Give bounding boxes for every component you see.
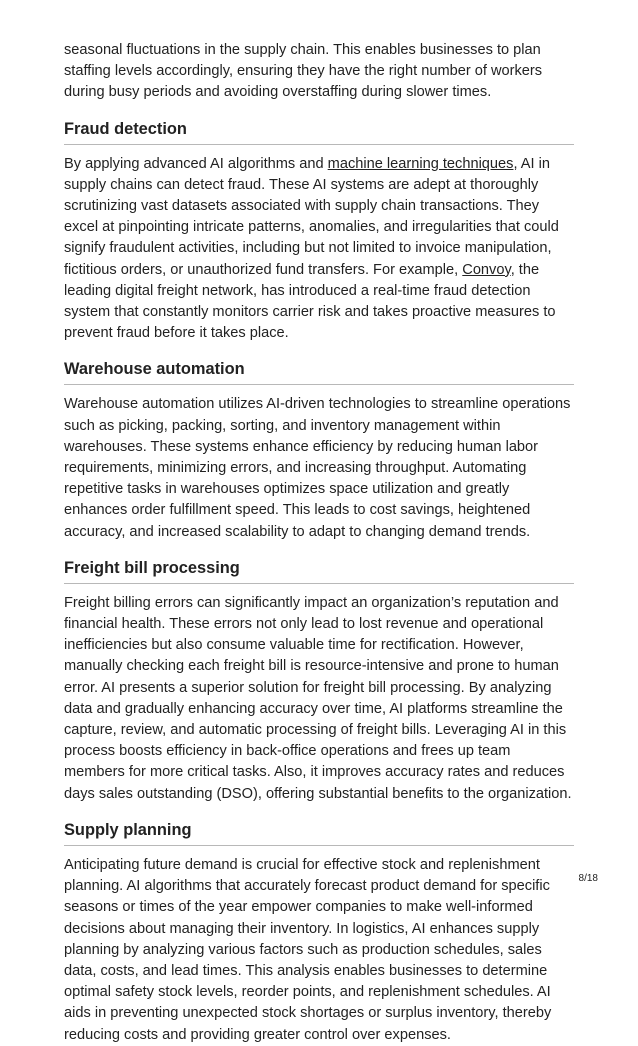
intro-paragraph: seasonal fluctuations in the supply chain. This enables businesses to plan staffing levels accordingly, ensuring they have the right number of workers during busy periods and avoiding overstaffing during slower times. <box>64 42 543 101</box>
link-machine-learning-techniques[interactable]: machine learning techniques <box>327 155 514 172</box>
page-number: 8/18 <box>578 873 598 884</box>
heading-freight-bill-processing: Freight bill processing <box>64 558 574 584</box>
fraud-text-1: By applying advanced AI algorithms and <box>64 155 328 172</box>
paragraph-warehouse-automation: Warehouse automation utilizes AI-driven technologies to streamline operations such as picking, packing, sorting, and inventory management within warehouses. These systems enhance efficiency by reducing human labor requirements, minimizing errors, and increasing throughput. Automating repetitive tasks in warehouses optimizes space utilization and greatly enhances order fulfillment speed. This leads to cost savings, heightened accuracy, and increased scalability to adapt to changing demand trends. <box>64 396 571 540</box>
document-page <box>64 40 574 1046</box>
paragraph-supply-planning: Anticipating future demand is crucial for effective stock and replenishment planning. AI algorithms that accurately forecast product demand for specific seasons or times of the year empower companies to make well-informed decisions about managing their inventory. In logistics, AI enhances supply planning by analyzing various factors such as production schedules, sales data, costs, and lead times. This analysis enables businesses to determine optimal safety stock levels, reorder points, and replenishment schedules. AI aids in preventing unexpected stock shortages or surplus inventory, thereby reducing costs and providing greater control over expenses. <box>64 856 552 1043</box>
heading-warehouse-automation: Warehouse automation <box>64 359 574 385</box>
section-freight-bill-processing <box>64 558 574 805</box>
link-convoy[interactable]: Convoy <box>462 261 511 278</box>
section-warehouse-automation <box>64 359 574 542</box>
paragraph-freight-bill-processing: Freight billing errors can significantly impact an organization’s reputation and financial health. These errors not only lead to lost revenue and operational inefficiencies but also consume valuable time for rectification. However, manually checking each freight bill is resource-intensive and prone to human error. AI presents a superior solution for freight bill processing. By analyzing data and gradually enhancing accuracy over time, AI platforms streamline the capture, review, and automatic processing of freight bills. Leveraging AI in this process boosts efficiency in back-office operations and frees up team members for more critical tasks. Also, it improves accuracy rates and reduces days sales outstanding (DSO), offering substantial benefits to the organization. <box>64 594 572 802</box>
heading-supply-planning: Supply planning <box>64 820 574 846</box>
section-fraud-detection <box>64 119 574 345</box>
section-supply-planning <box>64 820 574 1046</box>
paragraph-fraud-detection <box>64 154 574 345</box>
heading-fraud-detection: Fraud detection <box>64 119 574 145</box>
fraud-text-3: , the leading digital freight network, has introduced a real-time fraud detection system that constantly monitors carrier risk and takes proactive measures to prevent fraud before it takes place. <box>64 261 556 342</box>
fraud-text-2: , AI in supply chains can detect fraud. These AI systems are adept at thoroughly scrutinizing vast datasets associated with supply chain transactions. They excel at pinpointing intricate patterns, anomalies, and irregularities that could signify fraudulent activities, including but not limited to invoice manipulation, fictitious orders, or unauthorized fund transfers. For example, <box>64 155 559 278</box>
